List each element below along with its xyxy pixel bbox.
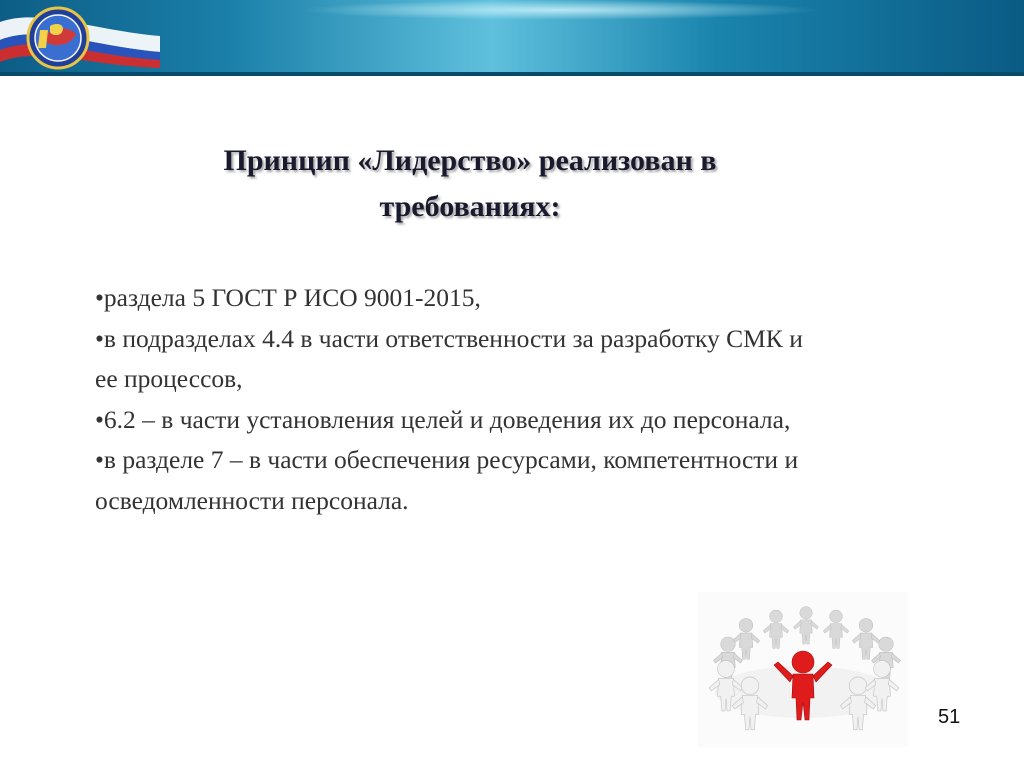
list-item: •в разделе 7 – в части обеспечения ресурсами, компетентности и осведомленности персонала. xyxy=(95,445,799,515)
slide-title-line-2: требованиях: xyxy=(379,190,561,223)
illustration-panel xyxy=(698,592,908,747)
slide-title xyxy=(150,138,790,230)
leader-circle-figures-icon xyxy=(698,592,908,747)
banner-sheen xyxy=(300,0,820,20)
list-item: •6.2 – в части установления целей и доведения их до персонала, xyxy=(95,404,791,434)
list-item: •раздела 5 ГОСТ Р ИСО 9001-2015, xyxy=(95,283,481,312)
slide-title-line-1: Принцип «Лидерство» реализован в xyxy=(223,144,717,177)
requirements-list xyxy=(95,278,815,521)
list-item: •в подразделах 4.4 в части ответственности за разработку СМК и ее процессов, xyxy=(95,323,803,393)
page-number: 51 xyxy=(938,706,961,728)
organization-emblem-icon xyxy=(0,0,165,76)
